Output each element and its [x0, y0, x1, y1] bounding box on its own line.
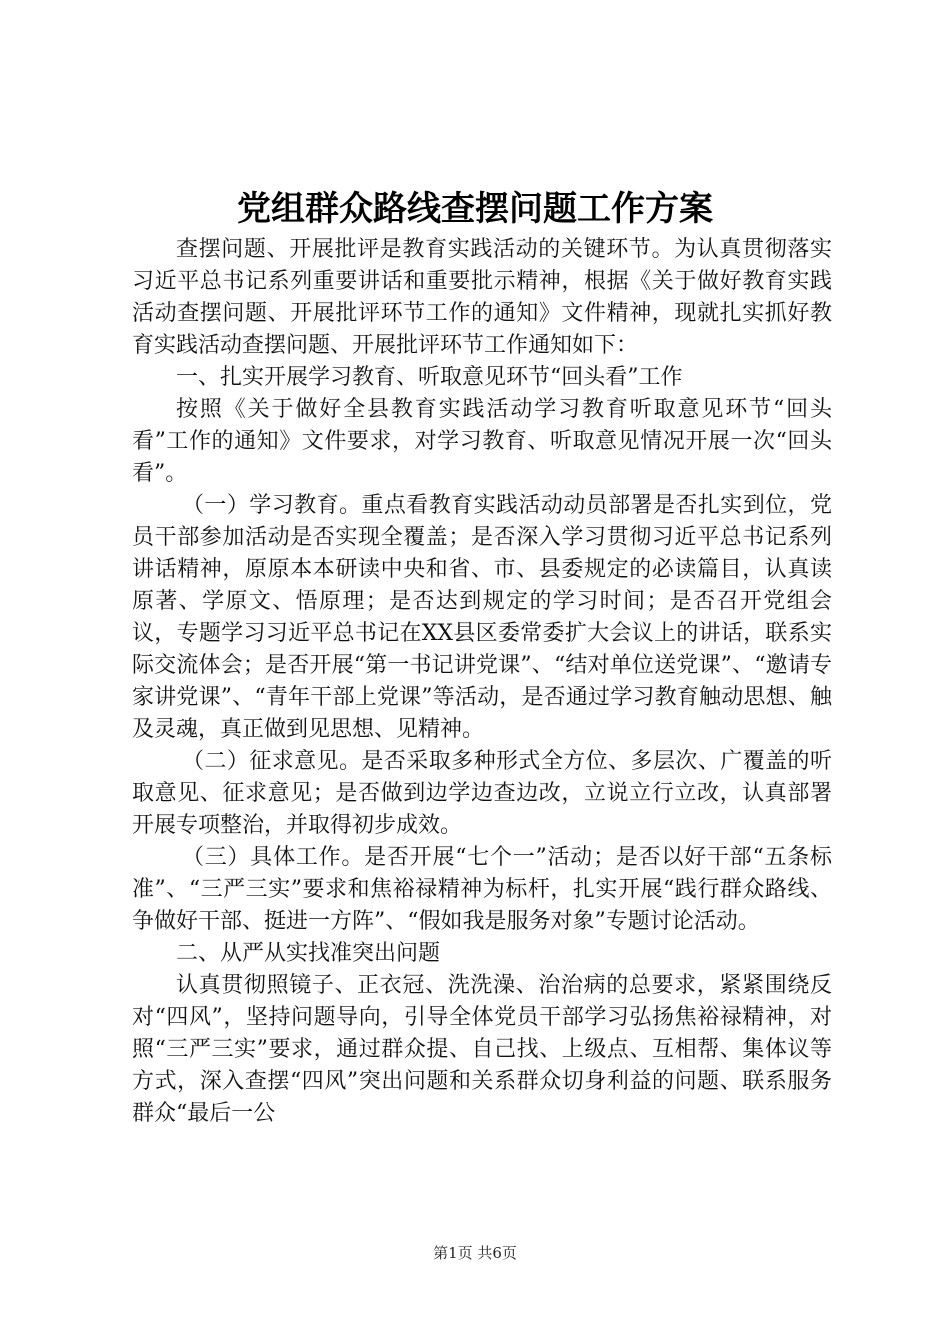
subsection-solicit-opinions: （二）征求意见。是否采取多种形式全方位、多层次、广覆盖的听取意见、征求意见；是否做到边学边查边改，立说立行立改，认真部署开展专项整治，并取得初步成效。: [132, 749, 832, 838]
subsection-study-education: （一）学习教育。重点看教育实践活动动员部署是否扎实到位，党员干部参加活动是否实现全覆盖；是否深入学习贯彻习近平总书记系列讲话精神，原原本本研读中央和省、市、县委规定的必读篇目，认真读原著、学原文、悟原理；是否达到规定的学习时间；是否召开党组会议，专题学习习近平总书记在XX县区委常委扩大会议上的讲话，联系实际交流体会；是否开展“第一书记讲党课”、“结对单位送党课”、“邀请专家讲党课”、“青年干部上党课”等活动，是否通过学习教育触动思想、触及灵魂，真正做到见思想、见精神。: [132, 493, 832, 742]
document-title: 党组群众路线查摆问题工作方案: [237, 189, 713, 229]
intro-paragraph: 查摆问题、开展批评是教育实践活动的关键环节。为认真贯彻落实习近平总书记系列重要讲话和重要批示精神，根据《关于做好教育实践活动查摆问题、开展批评环节工作的通知》文件精神，现就扎实抓好教育实践活动查摆问题、开展批评环节工作通知如下：: [132, 237, 832, 358]
section-2-paragraph: 认真贯彻照镜子、正衣冠、洗洗澡、治治病的总要求，紧紧围绕反对“四风”，坚持问题导向，引导全体党员干部学习弘扬焦裕禄精神，对照“三严三实”要求，通过群众提、自己找、上级点、互相帮、集体议等方式，深入查摆“四风”突出问题和关系群众切身利益的问题、联系服务群众“最后一公: [132, 973, 832, 1126]
section-1-paragraph: 按照《关于做好全县教育实践活动学习教育听取意见环节“回头看”工作的通知》文件要求，对学习教育、听取意见情况开展一次“回头看”。: [132, 397, 832, 486]
section-heading-2: 二、从严从实找准突出问题: [176, 941, 441, 966]
subsection-specific-work: （三）具体工作。是否开展“七个一”活动；是否以好干部“五条标准”、“三严三实”要求和焦裕禄精神为标杆，扎实开展“践行群众路线、争做好干部、挺进一方阵”、“假如我是服务对象”专题讨论活动。: [132, 845, 832, 934]
page-footer: 第1页 共6页: [433, 1244, 517, 1262]
document-body: [132, 234, 832, 1130]
section-heading-1: 一、扎实开展学习教育、听取意见环节“回头看”工作: [176, 365, 683, 390]
